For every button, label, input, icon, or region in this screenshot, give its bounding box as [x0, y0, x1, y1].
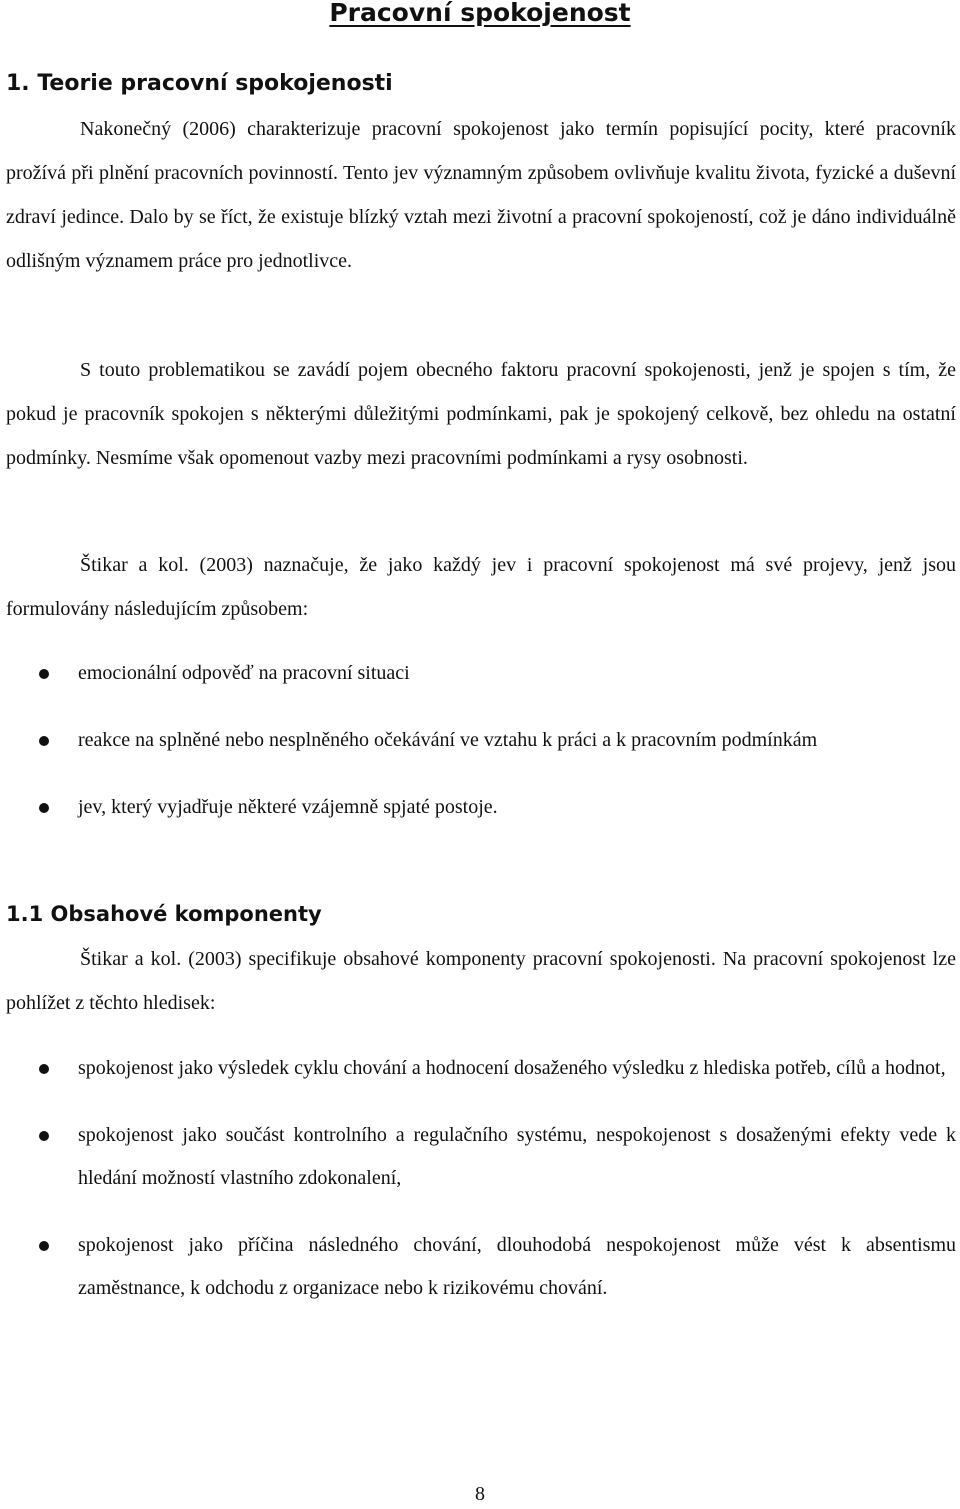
list-item-text: emocionální odpověď na pracovní situaci [78, 662, 410, 684]
list-item-text: jev, který vyjadřuje některé vzájemně spjaté postoje. [78, 796, 498, 818]
list-item [0, 652, 956, 695]
bullet-icon [39, 1064, 49, 1074]
list-item-text: spokojenost jako příčina následného chování, dlouhodobá nespokojenost může vést k absentismu zaměstnance, k odchodu z organizace nebo k rizikovému chování. [78, 1234, 956, 1299]
list-item [0, 1224, 956, 1310]
paragraph-1: Nakonečný (2006) charakterizuje pracovní spokojenost jako termín popisující pocity, které pracovník prožívá při plnění pracovních povinností. Tento jev významným způsobem ovlivňuje kvalitu života, fyzické a duševní zdraví jedince. Dalo by se říct, že existuje blízký vztah mezi životní a pracovní spokojeností, což je dáno individuálně odlišným významem práce pro jednotlivce. [6, 118, 956, 272]
list-item [0, 1047, 956, 1090]
bullet-list-projevy [0, 652, 956, 829]
document-title-text: Pracovní spokojenost [329, 0, 631, 27]
subsection-heading: 1.1 Obsahové komponenty [6, 902, 322, 926]
bullet-icon [39, 1241, 49, 1251]
section-heading: 1. Teorie pracovní spokojenosti [6, 71, 393, 96]
list-item [0, 786, 956, 829]
document-title [0, 0, 960, 30]
bullet-icon [39, 803, 49, 813]
list-item-text: reakce na splněné nebo nesplněného očekávání ve vztahu k práci a k pracovním podmínkám [78, 729, 818, 751]
paragraph-4: Štikar a kol. (2003) specifikuje obsahové komponenty pracovní spokojenosti. Na pracovní spokojenost lze pohlížet z těchto hledisek: [6, 948, 956, 1014]
bullet-icon [39, 1131, 49, 1141]
list-item-text: spokojenost jako výsledek cyklu chování a hodnocení dosaženého výsledku z hlediska potřeb, cílů a hodnot, [78, 1057, 946, 1079]
list-item-text: spokojenost jako součást kontrolního a regulačního systému, nespokojenost s dosaženými efekty vede k hledání možností vlastního zdokonalení, [78, 1124, 956, 1189]
page-number: 8 [475, 1483, 485, 1505]
bullet-list-hlediska [0, 1047, 956, 1310]
paragraph-3: Štikar a kol. (2003) naznačuje, že jako každý jev i pracovní spokojenost má své projevy, jenž jsou formulovány následujícím způsobem: [6, 554, 956, 620]
bullet-icon [39, 736, 49, 746]
list-item [0, 1114, 956, 1200]
bullet-icon [39, 669, 49, 679]
paragraph-2: S touto problematikou se zavádí pojem obecného faktoru pracovní spokojenosti, jenž je spojen s tím, že pokud je pracovník spokojen s některými důležitými podmínkami, pak je spokojený celkově, bez ohledu na ostatní podmínky. Nesmíme však opomenout vazby mezi pracovními podmínkami a rysy osobnosti. [6, 359, 956, 469]
list-item [0, 719, 956, 762]
